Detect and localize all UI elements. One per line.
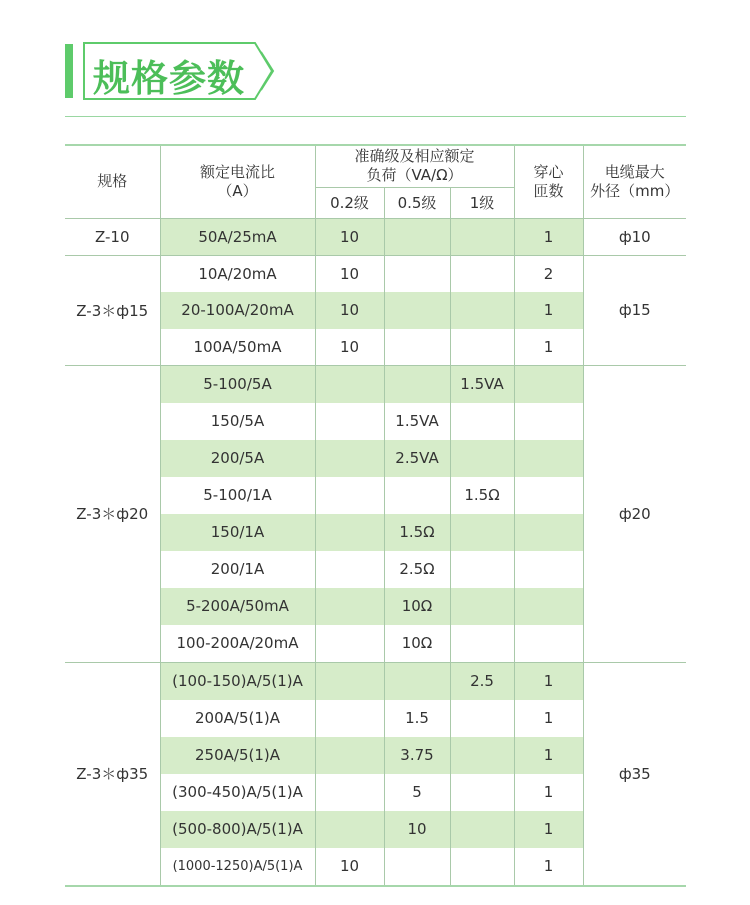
ratio-cell: 50A/25mA [160,218,315,255]
class-05-cell: 1.5Ω [384,514,450,551]
class-02-cell [315,737,384,774]
table-row [65,255,686,292]
class-1-cell [450,551,514,588]
header-turns-line2: 匝数 [533,181,564,200]
class-1-cell: 1.5VA [450,365,514,403]
cable-cell: ф35 [583,662,686,886]
header-class-02: 0.2级 [315,187,384,218]
class-02-cell: 10 [315,255,384,292]
turns-cell: 1 [514,811,583,848]
class-1-cell [450,811,514,848]
class-02-cell [315,811,384,848]
class-1-cell [450,848,514,886]
turns-cell: 1 [514,737,583,774]
ratio-cell: (100-150)A/5(1)A [160,662,315,700]
class-1-cell [450,329,514,366]
cable-cell: ф15 [583,255,686,365]
class-1-cell [450,625,514,663]
header-class-1: 1级 [450,187,514,218]
ratio-cell: 100A/50mA [160,329,315,366]
header-ratio-line1: 额定电流比 [199,162,275,181]
ratio-cell: (300-450)A/5(1)A [160,774,315,811]
class-02-cell [315,588,384,625]
class-02-cell [315,662,384,700]
class-1-cell [450,588,514,625]
turns-cell [514,625,583,663]
turns-cell [514,403,583,440]
ratio-cell: 5-100/5A [160,365,315,403]
ratio-cell: 150/1A [160,514,315,551]
class-02-cell [315,403,384,440]
turns-cell [514,440,583,477]
header-cable-line1: 电缆最大 [604,162,665,181]
class-1-cell [450,514,514,551]
class-1-cell [450,737,514,774]
header-ratio [160,145,315,218]
class-05-cell [384,218,450,255]
turns-cell: 1 [514,329,583,366]
spec-cell: Z-3＊ф20 [65,365,160,662]
ratio-cell: 200/5A [160,440,315,477]
header-turns [514,145,583,218]
header-accuracy-line1: 准确级及相应额定 [354,147,475,166]
turns-cell: 1 [514,292,583,329]
class-02-cell [315,477,384,514]
spec-cell: Z-3＊ф15 [65,255,160,365]
class-05-cell [384,662,450,700]
class-05-cell: 3.75 [384,737,450,774]
turns-cell: 1 [514,218,583,255]
class-1-cell [450,255,514,292]
title-accent-bar [65,44,73,98]
class-1-cell [450,774,514,811]
class-02-cell [315,440,384,477]
ratio-cell: 5-200A/50mA [160,588,315,625]
class-05-cell [384,848,450,886]
header-spec: 规格 [65,145,160,218]
class-05-cell: 1.5 [384,700,450,737]
ratio-cell: 200A/5(1)A [160,700,315,737]
turns-cell [514,588,583,625]
class-02-cell [315,365,384,403]
table-row [65,662,686,700]
class-1-cell [450,700,514,737]
spec-cell: Z-3＊ф35 [65,662,160,886]
ratio-cell: 250A/5(1)A [160,737,315,774]
header-class-05: 0.5级 [384,187,450,218]
class-02-cell: 10 [315,848,384,886]
class-05-cell: 2.5VA [384,440,450,477]
ratio-cell: (1000-1250)A/5(1)A [160,848,315,886]
turns-cell [514,365,583,403]
table-row [65,218,686,255]
spec-table [65,144,686,887]
class-02-cell [315,774,384,811]
class-05-cell: 10Ω [384,625,450,663]
class-05-cell: 10 [384,811,450,848]
class-05-cell [384,292,450,329]
header-accuracy [315,145,514,187]
class-05-cell: 5 [384,774,450,811]
class-05-cell [384,365,450,403]
turns-cell: 1 [514,662,583,700]
class-02-cell: 10 [315,292,384,329]
class-02-cell [315,625,384,663]
ratio-cell: 20-100A/20mA [160,292,315,329]
cable-cell: ф20 [583,365,686,662]
class-1-cell: 2.5 [450,662,514,700]
header-cable-line2: 外径（mm） [590,181,680,200]
class-05-cell: 1.5VA [384,403,450,440]
turns-cell [514,514,583,551]
class-1-cell [450,403,514,440]
ratio-cell: 5-100/1A [160,477,315,514]
turns-cell: 1 [514,848,583,886]
turns-cell: 1 [514,700,583,737]
class-05-cell [384,477,450,514]
class-02-cell [315,551,384,588]
section-title: 规格参数 [93,57,245,100]
class-05-cell [384,255,450,292]
table-row [65,365,686,403]
ratio-cell: 200/1A [160,551,315,588]
class-1-cell [450,440,514,477]
turns-cell: 1 [514,774,583,811]
turns-cell [514,551,583,588]
turns-cell: 2 [514,255,583,292]
section-title-box [83,42,273,98]
header-turns-line1: 穿心 [533,162,564,181]
turns-cell [514,477,583,514]
ratio-cell: 100-200A/20mA [160,625,315,663]
class-02-cell: 10 [315,329,384,366]
ratio-cell: 150/5A [160,403,315,440]
cable-cell: ф10 [583,218,686,255]
class-05-cell [384,329,450,366]
header-cable [583,145,686,218]
header-ratio-line2: （A） [217,181,258,200]
class-05-cell: 10Ω [384,588,450,625]
class-02-cell [315,700,384,737]
ratio-cell: 10A/20mA [160,255,315,292]
class-02-cell: 10 [315,218,384,255]
ratio-cell: (500-800)A/5(1)A [160,811,315,848]
class-1-cell [450,292,514,329]
class-1-cell: 1.5Ω [450,477,514,514]
class-02-cell [315,514,384,551]
header-accuracy-line2: 负荷（VA/Ω） [366,166,463,185]
class-1-cell [450,218,514,255]
class-05-cell: 2.5Ω [384,551,450,588]
divider-line [65,116,686,117]
spec-cell: Z-10 [65,218,160,255]
